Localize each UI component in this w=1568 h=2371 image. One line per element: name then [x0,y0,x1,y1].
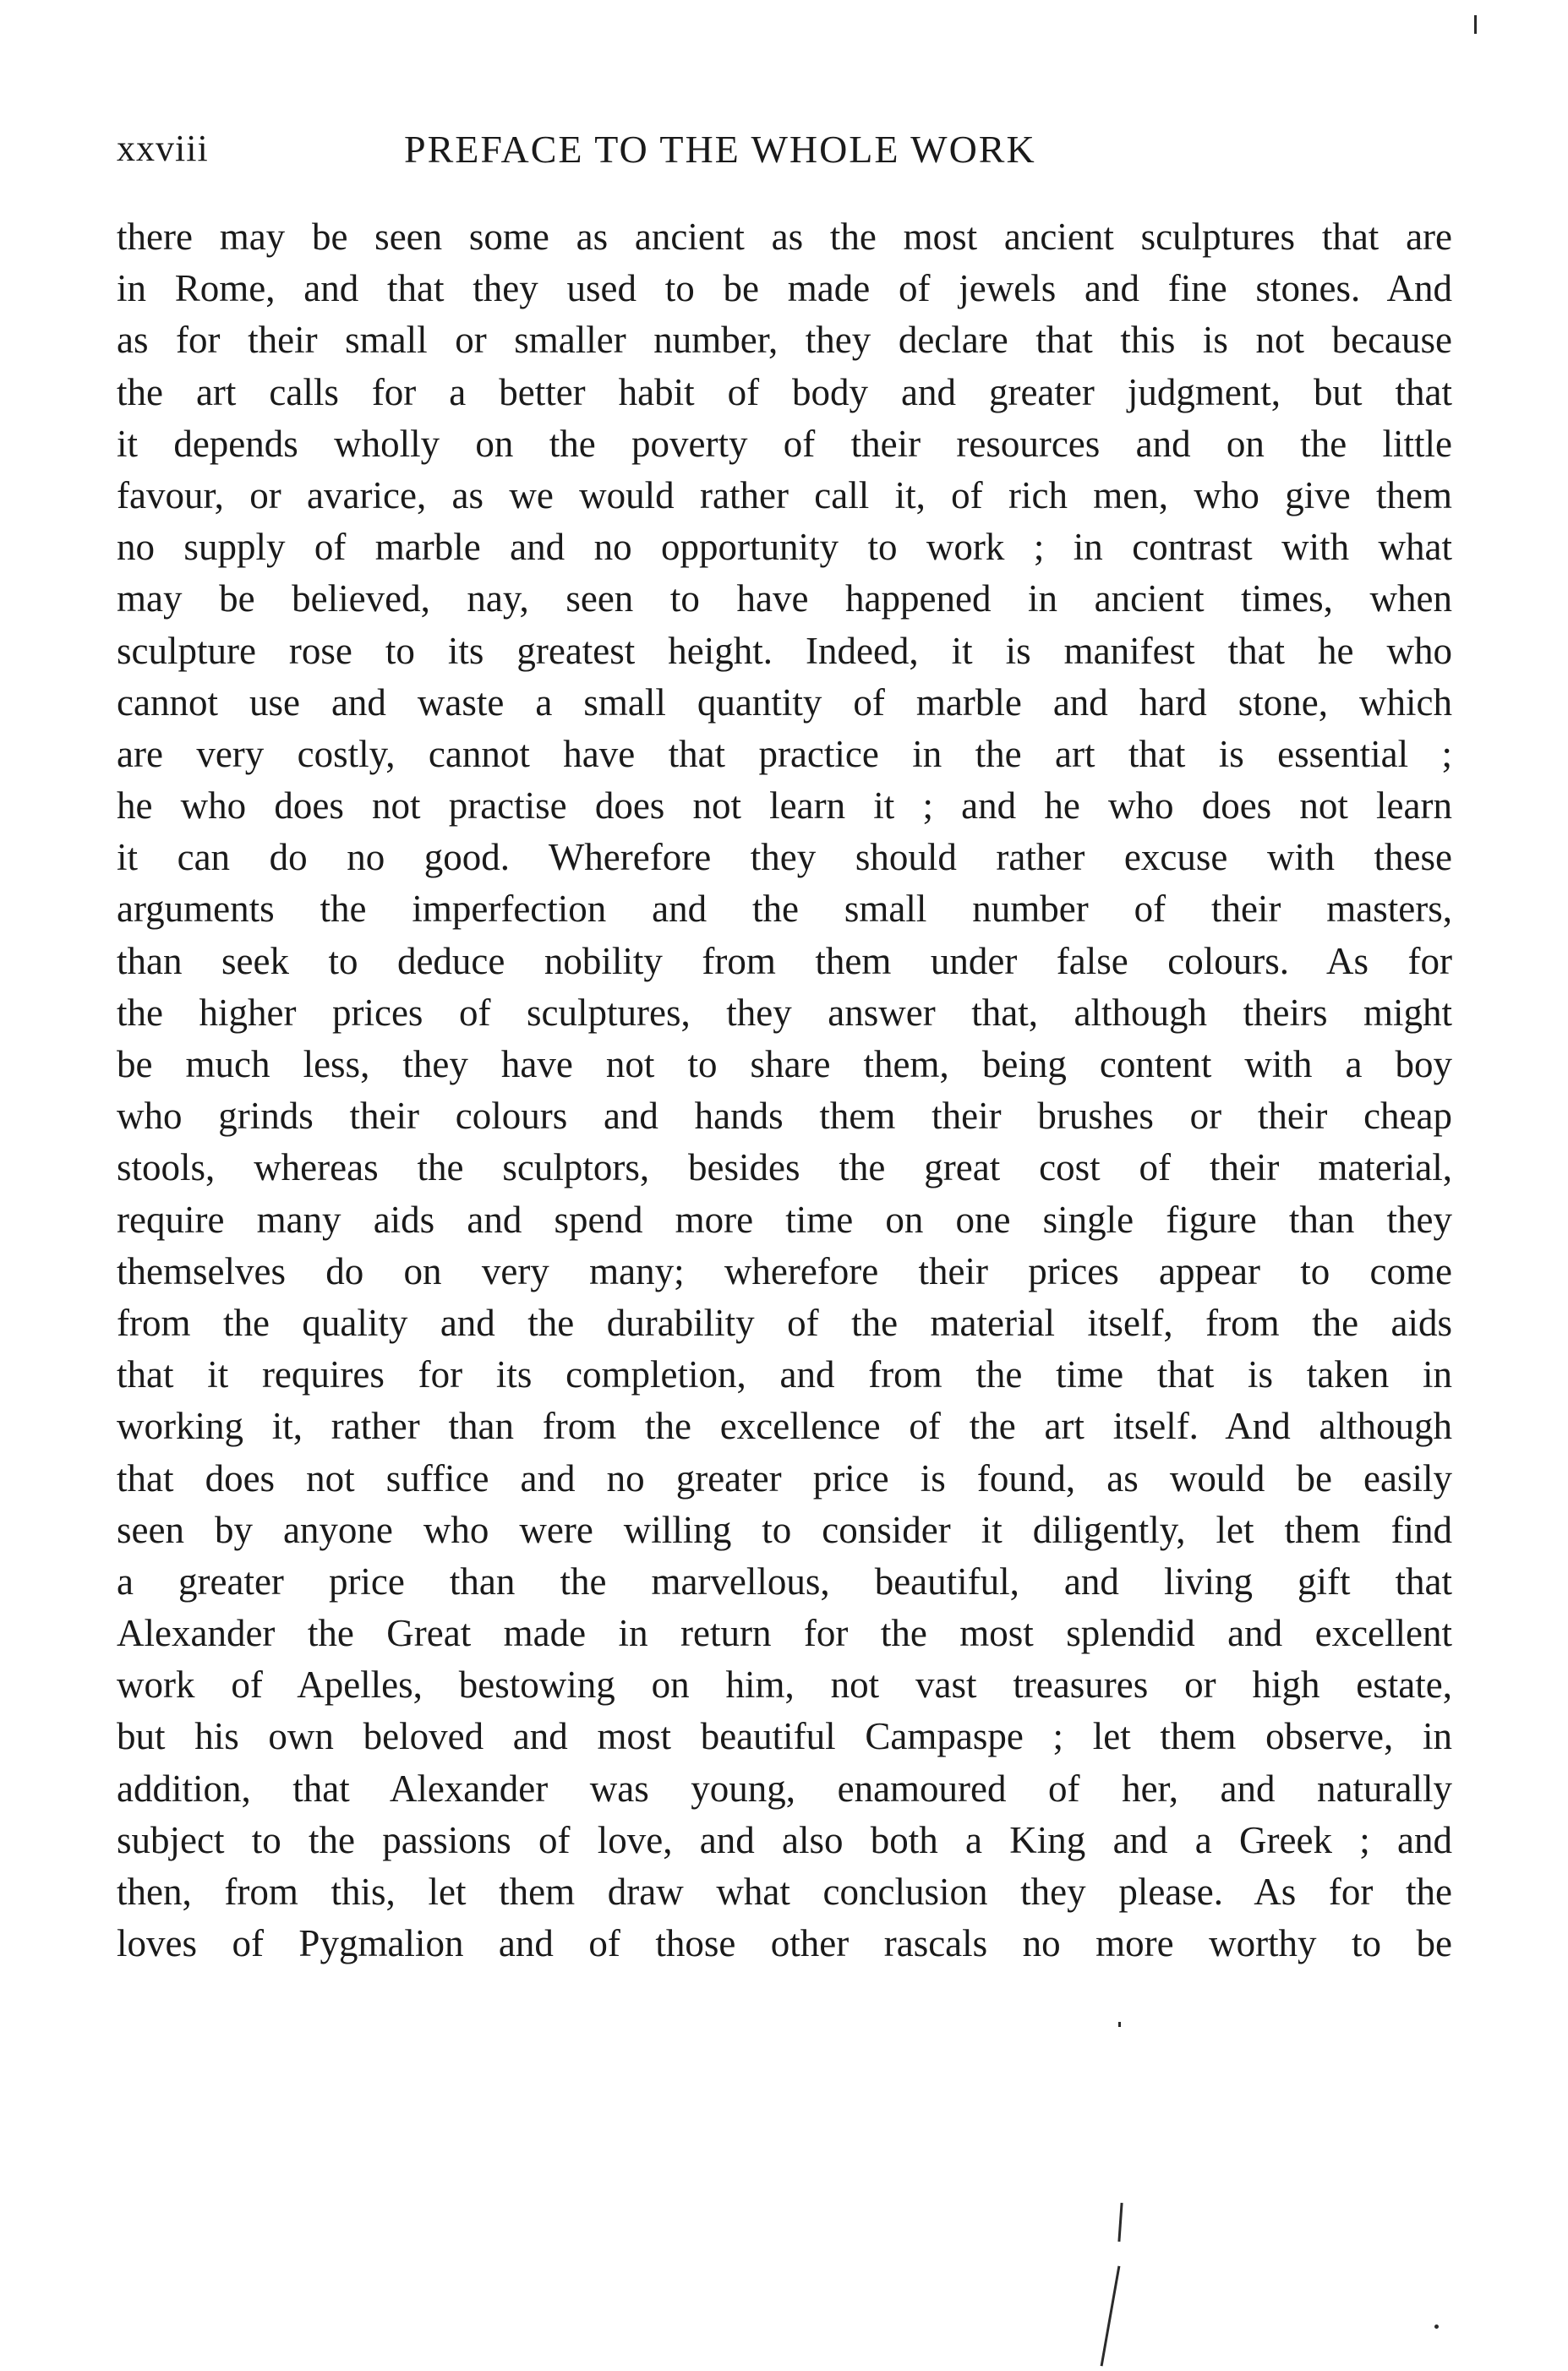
text-line: then, from this, let them draw what conclusion they please. As for the [117,1871,1452,1913]
text-line: Alexander the Great made in return for the most splendid and excellent [117,1612,1452,1655]
text-line: work of Apelles, bestowing on him, not vast treasures or high estate, [117,1664,1452,1707]
text-line: that it requires for its completion, and from the time that is taken in [117,1353,1452,1396]
text-line: no supply of marble and no opportunity to work ; in contrast with what [117,526,1452,569]
text-line: but his own beloved and most beautiful Campaspe ; let them observe, in [117,1715,1452,1758]
text-line: the higher prices of sculptures, they answer that, although theirs might [117,991,1452,1034]
text-line: loves of Pygmalion and of those other rascals no more worthy to be [117,1922,1452,1965]
scan-mark [1101,2266,1121,2367]
scan-mark [1118,2022,1121,2027]
text-line: it can do no good. Wherefore they should rather excuse with these [117,836,1452,879]
text-line: seen by anyone who were willing to consider it diligently, let them find [117,1508,1452,1551]
text-line: may be believed, nay, seen to have happened in ancient times, when [117,577,1452,620]
text-line: subject to the passions of love, and also both a King and a Greek ; and [117,1818,1452,1861]
text-line: addition, that Alexander was young, enamoured of her, and naturally [117,1767,1452,1810]
text-line: it depends wholly on the poverty of their resources and on the little [117,422,1452,465]
text-line: stools, whereas the sculptors, besides the great cost of their material, [117,1146,1452,1189]
text-line: the art calls for a better habit of body and greater judgment, but that [117,370,1452,413]
scan-mark [1117,2203,1123,2242]
text-line: themselves do on very many; wherefore their prices appear to come [117,1249,1452,1292]
text-line: working it, rather than from the excellence of the art itself. And although [117,1405,1452,1448]
text-line: favour, or avarice, as we would rather call it, of rich men, who give them [117,473,1452,516]
text-line: in Rome, and that they used to be made of jewels and fine stones. And [117,267,1452,310]
text-line: are very costly, cannot have that practice in the art that is essential ; [117,732,1452,775]
text-line: arguments the imperfection and the small number of their masters, [117,888,1452,931]
text-line: he who does not practise does not learn it ; and he who does not learn [117,784,1452,828]
running-title: PREFACE TO THE WHOLE WORK [404,128,1036,171]
text-line: require many aids and spend more time on one single figure than they [117,1198,1452,1241]
body-text [117,211,1452,1969]
text-line: than seek to deduce nobility from them under false colours. As for [117,939,1452,982]
text-line: sculpture rose to its greatest height. Indeed, it is manifest that he who [117,629,1452,672]
text-line: who grinds their colours and hands them their brushes or their cheap [117,1095,1452,1138]
scan-mark [1434,2325,1439,2329]
text-line: be much less, they have not to share them, being content with a boy [117,1043,1452,1085]
text-line: from the quality and the durability of the material itself, from the aids [117,1301,1452,1344]
text-line: as for their small or smaller number, they declare that this is not because [117,319,1452,362]
text-line: there may be seen some as ancient as the most ancient sculptures that are [117,216,1452,258]
page-number: xxviii [117,128,209,169]
text-line: a greater price than the marvellous, beautiful, and living gift that [117,1560,1452,1603]
page-header [117,127,1452,186]
text-line: that does not suffice and no greater price is found, as would be easily [117,1456,1452,1500]
scan-mark [1474,15,1477,34]
text-line: cannot use and waste a small quantity of marble and hard stone, which [117,680,1452,724]
